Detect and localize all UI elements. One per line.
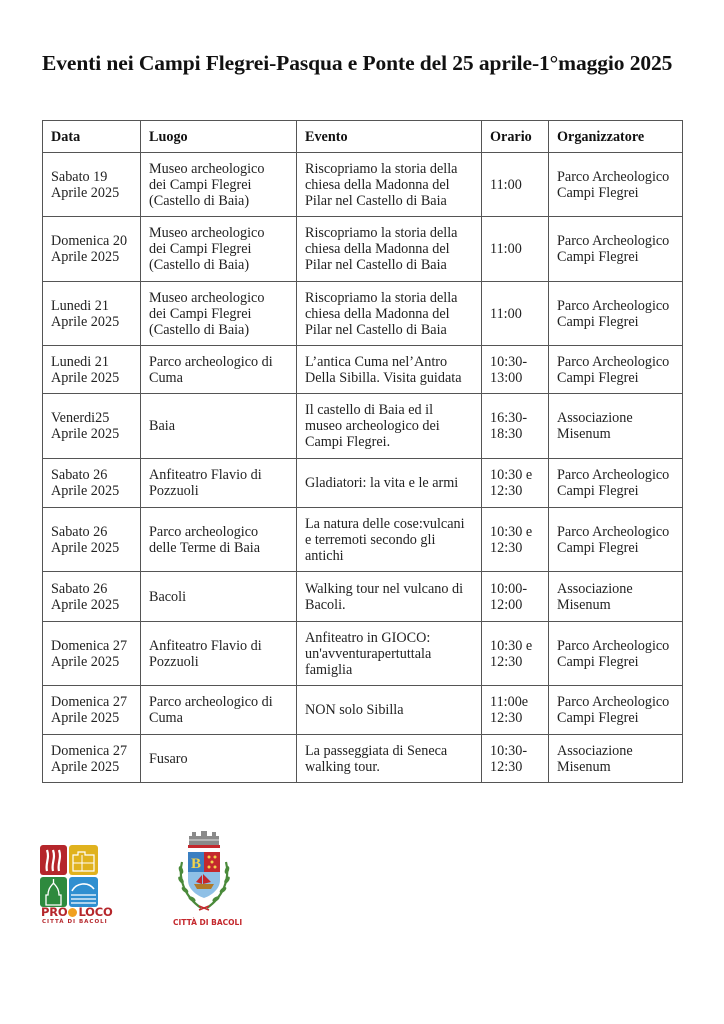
cell-line: Aprile 2025 bbox=[51, 426, 120, 442]
cell-line: 13:00 bbox=[490, 369, 523, 386]
cell-line: delle Terme di Baia bbox=[149, 539, 261, 556]
cell-line: un'avventurapertuttala bbox=[305, 645, 432, 662]
cell-line: Parco Archeologico bbox=[557, 297, 670, 314]
cell-evento bbox=[297, 346, 482, 394]
pro-loco-text-loco: LOCO bbox=[78, 905, 113, 919]
cell-organizzatore bbox=[549, 394, 683, 459]
header-evento: Evento bbox=[297, 121, 482, 153]
cell-line: 11:00 bbox=[490, 305, 522, 322]
pro-loco-wordmark bbox=[41, 905, 113, 919]
crest-initial: B bbox=[190, 856, 202, 872]
cell-line: walking tour. bbox=[305, 758, 380, 775]
cell-line: Parco Archeologico bbox=[557, 637, 670, 654]
cell-line: Sabato 19 bbox=[51, 168, 108, 185]
cell-organizzatore bbox=[549, 282, 683, 346]
cell-data bbox=[43, 153, 141, 217]
cell-luogo bbox=[141, 394, 297, 459]
cell-line: 16:30- bbox=[490, 410, 528, 426]
cell-data bbox=[43, 394, 141, 459]
cell-data bbox=[43, 686, 141, 735]
cell-line: dei Campi Flegrei bbox=[149, 305, 252, 322]
cell-line: 11:00 bbox=[490, 241, 522, 257]
bacoli-caption: CITTÀ DI BACOLI bbox=[173, 918, 243, 927]
cell-data bbox=[43, 459, 141, 508]
cell-line: (Castello di Baia) bbox=[149, 321, 250, 338]
header-data: Data bbox=[43, 121, 141, 153]
cell-line: Campi Flegrei bbox=[557, 653, 639, 670]
table-row bbox=[43, 394, 683, 459]
cell-line: Parco archeologico di bbox=[149, 353, 273, 370]
cell-line: Aprile 2025 bbox=[51, 653, 120, 670]
cell-line: Aprile 2025 bbox=[51, 313, 120, 330]
table-header-row bbox=[43, 121, 683, 153]
header-organizzatore: Organizzatore bbox=[549, 121, 683, 153]
cell-evento bbox=[297, 572, 482, 622]
cell-line: chiesa della Madonna del bbox=[305, 305, 450, 322]
cell-line: famiglia bbox=[305, 661, 353, 678]
cell-orario bbox=[482, 346, 549, 394]
cell-line: 12:30 bbox=[490, 483, 523, 499]
table-row bbox=[43, 622, 683, 686]
cell-line: Riscopriamo la storia della bbox=[305, 225, 458, 241]
cell-evento bbox=[297, 217, 482, 282]
cell-data bbox=[43, 735, 141, 783]
cell-line: Bacoli bbox=[149, 588, 187, 605]
cell-orario bbox=[482, 459, 549, 508]
cell-line: Cuma bbox=[149, 710, 183, 726]
cell-line: Campi Flegrei bbox=[557, 184, 639, 201]
cell-evento bbox=[297, 735, 482, 783]
cell-line: Lunedi 21 bbox=[51, 353, 109, 370]
cell-line: 12:30 bbox=[490, 758, 523, 775]
crown-icon bbox=[188, 831, 220, 848]
cell-line: Associazione bbox=[557, 410, 633, 426]
events-table-body bbox=[43, 153, 683, 783]
cell-line: Aprile 2025 bbox=[51, 710, 120, 726]
cell-line: Pozzuoli bbox=[149, 483, 199, 499]
cell-line: La natura delle cose:vulcani bbox=[305, 515, 465, 532]
cell-line: antichi bbox=[305, 547, 344, 564]
cell-line: Bacoli. bbox=[305, 596, 346, 613]
cell-luogo bbox=[141, 735, 297, 783]
cell-line: Parco Archeologico bbox=[557, 168, 670, 185]
cell-line: 12:30 bbox=[490, 539, 523, 556]
cell-luogo bbox=[141, 572, 297, 622]
cell-organizzatore bbox=[549, 217, 683, 282]
cell-line: Campi Flegrei bbox=[557, 483, 639, 499]
cell-line: NON solo Sibilla bbox=[305, 702, 404, 718]
cell-line: 10:00- bbox=[490, 580, 528, 597]
cell-line: 12:30 bbox=[490, 653, 523, 670]
cell-line: Baia bbox=[149, 418, 175, 434]
cell-line: Sabato 26 bbox=[51, 580, 108, 597]
cell-line: Sabato 26 bbox=[51, 467, 108, 483]
cell-orario bbox=[482, 622, 549, 686]
cell-line: Parco Archeologico bbox=[557, 233, 670, 249]
cell-line: Pilar nel Castello di Baia bbox=[305, 192, 447, 209]
sun-icon bbox=[68, 908, 77, 917]
cell-line: Lunedi 21 bbox=[51, 297, 109, 314]
table-row bbox=[43, 572, 683, 622]
cell-line: Domenica 20 bbox=[51, 233, 128, 249]
cell-line: Aprile 2025 bbox=[51, 184, 120, 201]
cell-line: 18:30 bbox=[490, 426, 523, 442]
cell-data bbox=[43, 508, 141, 572]
cell-luogo bbox=[141, 686, 297, 735]
cell-data bbox=[43, 217, 141, 282]
cell-line: Aprile 2025 bbox=[51, 483, 120, 499]
cell-line: chiesa della Madonna del bbox=[305, 176, 450, 193]
cell-line: Domenica 27 bbox=[51, 637, 128, 654]
cell-data bbox=[43, 622, 141, 686]
cell-line: Aprile 2025 bbox=[51, 539, 120, 556]
cell-line: Walking tour nel vulcano di bbox=[305, 580, 464, 597]
cell-line: Pozzuoli bbox=[149, 653, 199, 670]
cell-line: Parco Archeologico bbox=[557, 467, 670, 483]
cell-luogo bbox=[141, 282, 297, 346]
cell-line: Museo archeologico bbox=[149, 160, 265, 177]
cell-line: Parco archeologico bbox=[149, 523, 259, 540]
cell-line: Pilar nel Castello di Baia bbox=[305, 257, 447, 273]
cell-orario bbox=[482, 217, 549, 282]
cell-line: 12:00 bbox=[490, 596, 523, 613]
cell-line: Associazione bbox=[557, 742, 633, 759]
cell-orario bbox=[482, 394, 549, 459]
cell-line: Misenum bbox=[557, 758, 611, 775]
cell-line: Campi Flegrei bbox=[557, 710, 639, 726]
header-orario: Orario bbox=[482, 121, 549, 153]
cell-line: La passeggiata di Seneca bbox=[305, 742, 448, 759]
cell-organizzatore bbox=[549, 572, 683, 622]
cell-line: Aprile 2025 bbox=[51, 596, 120, 613]
cell-line: L’antica Cuma nel’Antro bbox=[305, 353, 448, 370]
cell-evento bbox=[297, 622, 482, 686]
cell-line: Cuma bbox=[149, 369, 183, 386]
cell-line: 12:30 bbox=[490, 710, 523, 726]
cell-line: Riscopriamo la storia della bbox=[305, 289, 458, 306]
cell-organizzatore bbox=[549, 459, 683, 508]
cell-line: Aprile 2025 bbox=[51, 249, 120, 265]
cell-luogo bbox=[141, 508, 297, 572]
cell-luogo bbox=[141, 346, 297, 394]
cell-line: 10:30 e bbox=[490, 637, 533, 654]
citta-di-bacoli-crest bbox=[170, 826, 243, 928]
cell-line: Parco Archeologico bbox=[557, 523, 670, 540]
cell-line: chiesa della Madonna del bbox=[305, 241, 450, 257]
cell-line: 10:30- bbox=[490, 742, 528, 759]
cell-orario bbox=[482, 282, 549, 346]
cell-evento bbox=[297, 686, 482, 735]
cell-line: Parco Archeologico bbox=[557, 694, 670, 710]
cell-line: Anfiteatro in GIOCO: bbox=[305, 629, 431, 646]
cell-line: Campi Flegrei bbox=[557, 313, 639, 330]
cell-orario bbox=[482, 508, 549, 572]
cell-line: Anfiteatro Flavio di bbox=[149, 637, 262, 654]
pro-loco-logo bbox=[38, 843, 113, 927]
cell-line: 10:30 e bbox=[490, 467, 533, 483]
cell-line: Parco archeologico di bbox=[149, 694, 273, 710]
cell-line: dei Campi Flegrei bbox=[149, 176, 252, 193]
table-row bbox=[43, 346, 683, 394]
cell-evento bbox=[297, 394, 482, 459]
table-row bbox=[43, 459, 683, 508]
cell-line: 11:00 bbox=[490, 176, 522, 193]
cell-line: Misenum bbox=[557, 596, 611, 613]
cell-luogo bbox=[141, 217, 297, 282]
table-row bbox=[43, 686, 683, 735]
cell-data bbox=[43, 346, 141, 394]
cell-line: 10:30 e bbox=[490, 523, 533, 540]
cell-line: Riscopriamo la storia della bbox=[305, 160, 458, 177]
table-row bbox=[43, 282, 683, 346]
cell-line: Aprile 2025 bbox=[51, 369, 120, 386]
cell-line: Aprile 2025 bbox=[51, 758, 120, 775]
document-title: Eventi nei Campi Flegrei-Pasqua e Ponte del 25 aprile-1°maggio 2025 bbox=[42, 51, 673, 75]
cell-data bbox=[43, 282, 141, 346]
cell-line: Campi Flegrei bbox=[557, 539, 639, 556]
cell-line: Il castello di Baia ed il bbox=[305, 402, 434, 418]
cell-line: 10:30- bbox=[490, 353, 528, 370]
cell-organizzatore bbox=[549, 735, 683, 783]
cell-organizzatore bbox=[549, 622, 683, 686]
cell-line: Campi Flegrei. bbox=[305, 434, 391, 450]
cell-organizzatore bbox=[549, 508, 683, 572]
cell-line: (Castello di Baia) bbox=[149, 257, 250, 273]
cell-line: Gladiatori: la vita e le armi bbox=[305, 475, 459, 491]
cell-line: Pilar nel Castello di Baia bbox=[305, 321, 447, 338]
cell-evento bbox=[297, 459, 482, 508]
bacoli-coat-of-arms-icon bbox=[170, 826, 238, 918]
table-row bbox=[43, 735, 683, 783]
cell-line: Associazione bbox=[557, 580, 633, 597]
cell-evento bbox=[297, 282, 482, 346]
cell-luogo bbox=[141, 459, 297, 508]
cell-line: 11:00e bbox=[490, 694, 529, 710]
cell-evento bbox=[297, 508, 482, 572]
cell-orario bbox=[482, 686, 549, 735]
table-row bbox=[43, 153, 683, 217]
cell-line: Fusaro bbox=[149, 750, 188, 767]
cell-line: Campi Flegrei bbox=[557, 369, 639, 386]
cell-line: Venerdi25 bbox=[51, 410, 110, 426]
cell-organizzatore bbox=[549, 686, 683, 735]
cell-data bbox=[43, 572, 141, 622]
cell-line: Misenum bbox=[557, 426, 611, 442]
header-luogo: Luogo bbox=[141, 121, 297, 153]
pro-loco-subtitle: CITTÀ DI BACOLI bbox=[42, 919, 108, 925]
cell-luogo bbox=[141, 622, 297, 686]
cell-orario bbox=[482, 153, 549, 217]
cell-orario bbox=[482, 572, 549, 622]
cell-line: Museo archeologico bbox=[149, 225, 265, 241]
cell-evento bbox=[297, 153, 482, 217]
cell-line: Anfiteatro Flavio di bbox=[149, 467, 262, 483]
cell-line: Domenica 27 bbox=[51, 742, 128, 759]
cell-line: Parco Archeologico bbox=[557, 353, 670, 370]
cell-organizzatore bbox=[549, 153, 683, 217]
cell-line: Museo archeologico bbox=[149, 289, 265, 306]
cell-line: Campi Flegrei bbox=[557, 249, 639, 265]
events-table bbox=[42, 120, 683, 783]
table-row bbox=[43, 217, 683, 282]
cell-line: e terremoti secondo gli bbox=[305, 531, 436, 548]
cell-luogo bbox=[141, 153, 297, 217]
cell-organizzatore bbox=[549, 346, 683, 394]
cell-line: Sabato 26 bbox=[51, 523, 108, 540]
cell-line: dei Campi Flegrei bbox=[149, 241, 252, 257]
cell-line: (Castello di Baia) bbox=[149, 192, 250, 209]
cell-line: Domenica 27 bbox=[51, 694, 128, 710]
cell-line: museo archeologico dei bbox=[305, 418, 440, 434]
cell-line: Della Sibilla. Visita guidata bbox=[305, 369, 462, 386]
pro-loco-text-pro: PRO bbox=[41, 905, 68, 919]
cell-orario bbox=[482, 735, 549, 783]
table-row bbox=[43, 508, 683, 572]
